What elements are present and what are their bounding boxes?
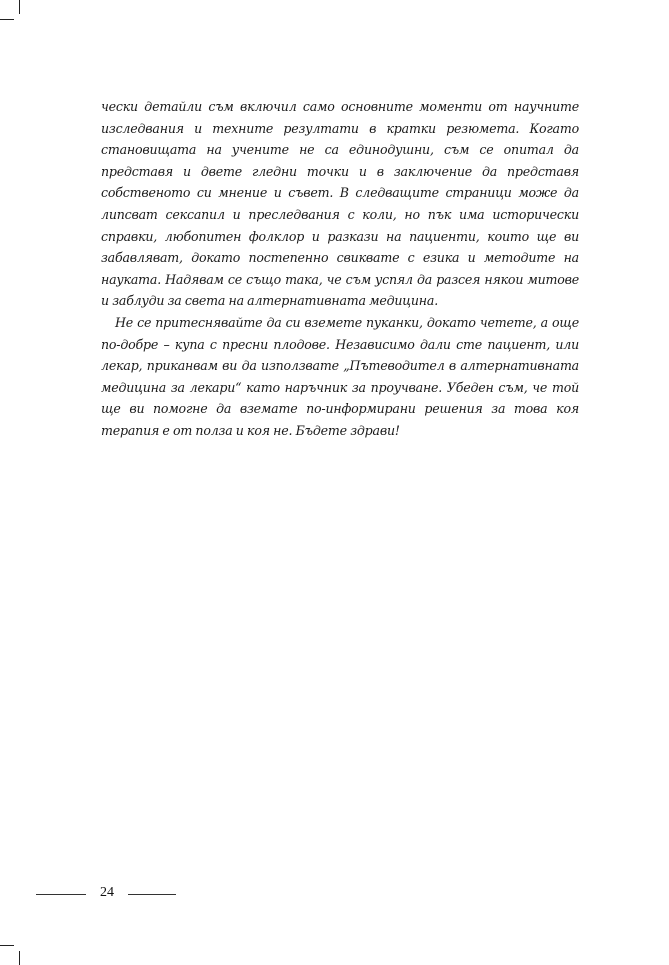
- page-number: 24: [100, 885, 114, 900]
- crop-mark-bottom-left-horizontal: [0, 945, 14, 946]
- footer-rule-right: [128, 894, 176, 895]
- footer-rule-left: [36, 894, 86, 895]
- crop-mark-top-left-vertical: [19, 0, 20, 14]
- crop-mark-bottom-left-vertical: [19, 951, 20, 965]
- paragraph-1: чески детайли съм включил само основните моменти от научните изследвания и техните резултати в кратки резюмета. Когато становищата на учените не са единодушни, съм се опитал да представя и двете гледни точки и в заключение да представя собственото си мнение и съвет. В следващите страници може да липсват сексапил и преследвания с коли, но пък има исторически справки, любопитен фолклор и разкази на пациенти, които ще ви забавляват, докато постепенно свиквате с езика и методите на науката. Надявам се също така, че съм успял да разсея някои митове и заблуди за света на алтернативната медицина.: [101, 99, 579, 309]
- body-text: [101, 96, 579, 442]
- paragraph-2: Не се притеснявайте да си вземете пуканки, докато четете, а още по-добре – купа с пресни плодове. Независимо дали сте пациент, или лекар, приканвам ви да използвате „Пътеводител в алтернативната медицина за лекари“ като наръчник за проучване. Убеден съм, че той ще ви помогне да вземате по-информирани решения за това коя терапия е от полза и коя не. Бъдете здрави!: [101, 314, 579, 438]
- crop-mark-top-left-horizontal: [0, 19, 14, 20]
